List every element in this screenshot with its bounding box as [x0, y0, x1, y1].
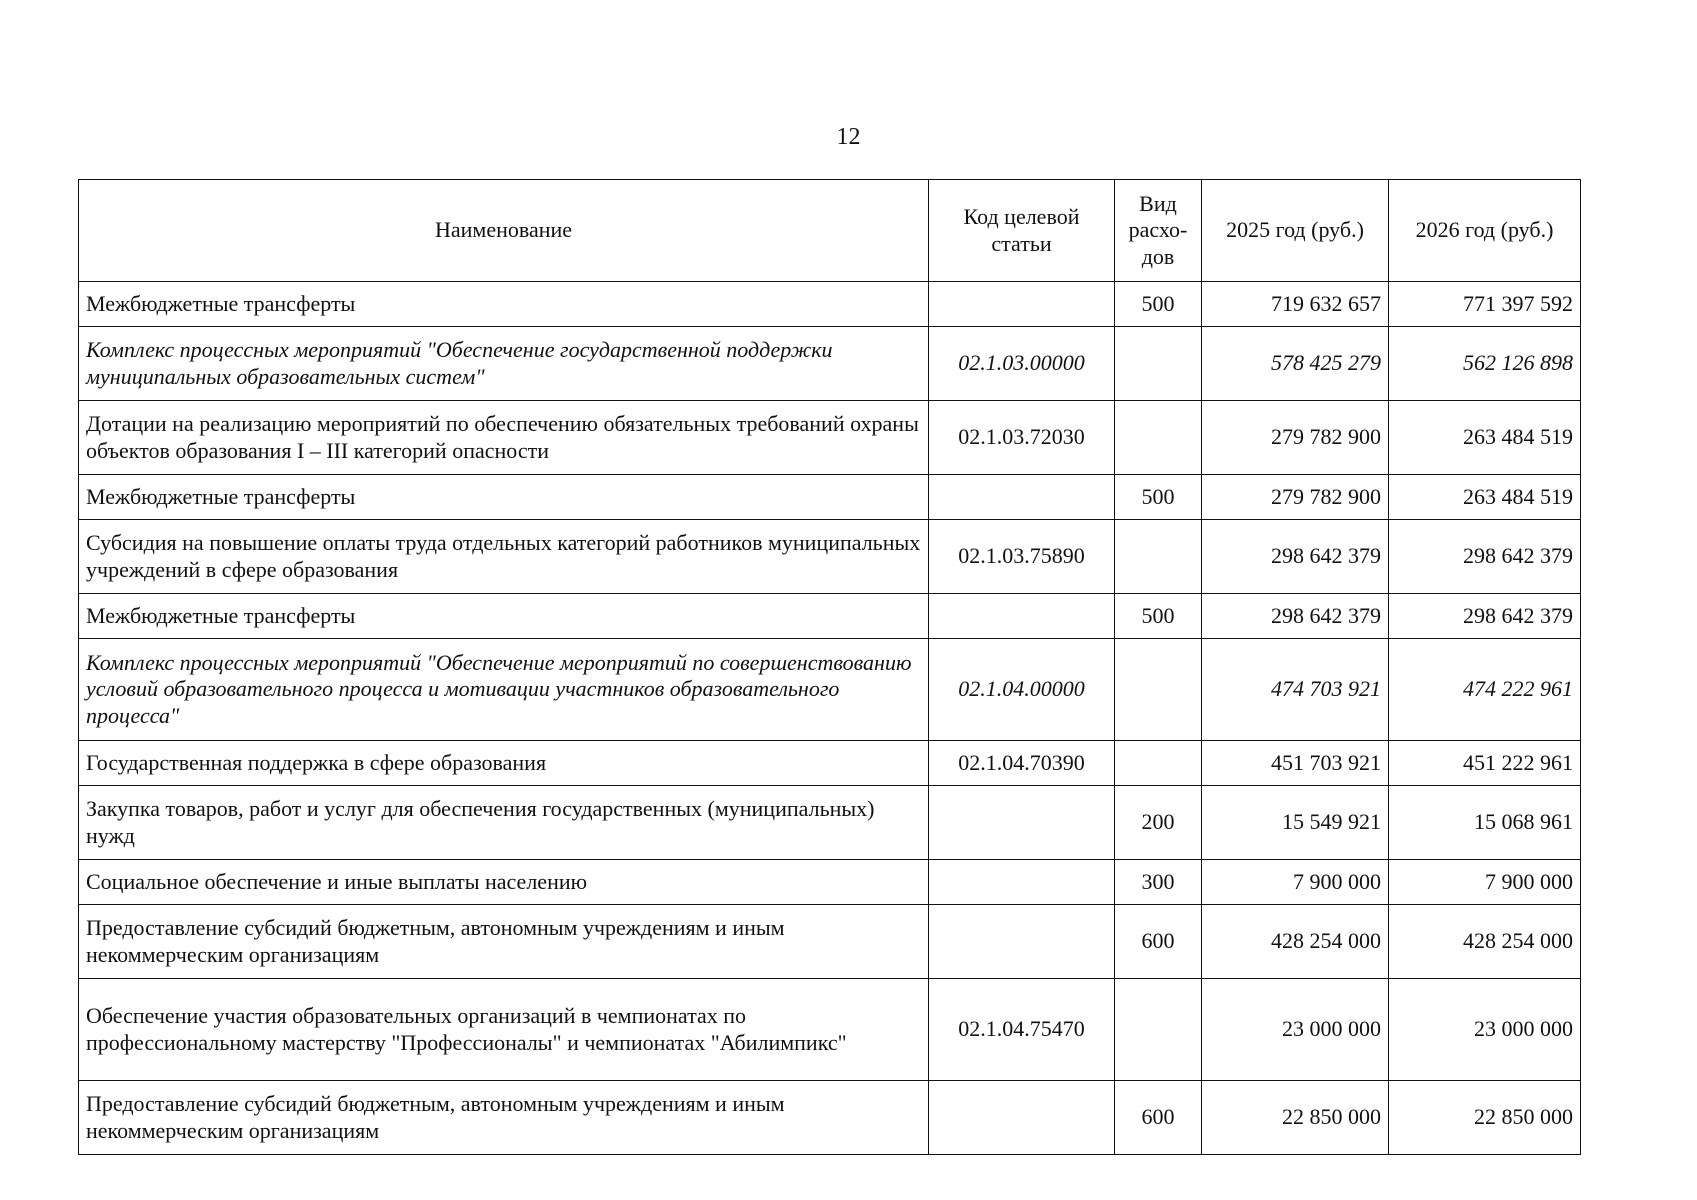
row-name: Предоставление субсидий бюджетным, автономным учреждениям и иным некоммерческим организациям	[79, 1081, 929, 1155]
row-code: 02.1.04.70390	[929, 741, 1115, 786]
table-row	[79, 979, 1581, 1081]
row-name: Социальное обеспечение и иные выплаты населению	[79, 860, 929, 905]
row-2025: 428 254 000	[1202, 905, 1389, 979]
row-2025: 22 850 000	[1202, 1081, 1389, 1155]
row-code	[929, 786, 1115, 860]
row-name: Межбюджетные трансферты	[79, 594, 929, 639]
row-type: 500	[1115, 282, 1202, 327]
table-row	[79, 475, 1581, 520]
row-name: Государственная поддержка в сфере образования	[79, 741, 929, 786]
header-code: Код целевой статьи	[929, 180, 1115, 282]
row-2026: 22 850 000	[1389, 1081, 1581, 1155]
table-row	[79, 401, 1581, 475]
row-2025: 298 642 379	[1202, 520, 1389, 594]
row-2025: 719 632 657	[1202, 282, 1389, 327]
row-2025: 7 900 000	[1202, 860, 1389, 905]
row-2025: 23 000 000	[1202, 979, 1389, 1081]
row-code: 02.1.03.72030	[929, 401, 1115, 475]
header-year-2025: 2025 год (руб.)	[1202, 180, 1389, 282]
table-row	[79, 282, 1581, 327]
page-number: 12	[836, 124, 861, 150]
row-code	[929, 860, 1115, 905]
table-row	[79, 327, 1581, 401]
row-type	[1115, 639, 1202, 741]
row-code: 02.1.03.00000	[929, 327, 1115, 401]
table-row	[79, 786, 1581, 860]
row-2025: 15 549 921	[1202, 786, 1389, 860]
table-row	[79, 1081, 1581, 1155]
row-2026: 263 484 519	[1389, 401, 1581, 475]
row-type: 300	[1115, 860, 1202, 905]
row-2026: 298 642 379	[1389, 520, 1581, 594]
table-row	[79, 520, 1581, 594]
row-2026: 562 126 898	[1389, 327, 1581, 401]
row-type: 500	[1115, 475, 1202, 520]
row-name: Межбюджетные трансферты	[79, 282, 929, 327]
row-2026: 263 484 519	[1389, 475, 1581, 520]
table-row	[79, 594, 1581, 639]
row-2026: 474 222 961	[1389, 639, 1581, 741]
table-row	[79, 860, 1581, 905]
row-2026: 7 900 000	[1389, 860, 1581, 905]
table-row	[79, 639, 1581, 741]
row-2026: 451 222 961	[1389, 741, 1581, 786]
row-code: 02.1.04.00000	[929, 639, 1115, 741]
row-name: Комплекс процессных мероприятий "Обеспечение государственной поддержки муниципальных образовательных систем"	[79, 327, 929, 401]
row-type	[1115, 979, 1202, 1081]
budget-table	[78, 179, 1581, 1155]
row-2025: 298 642 379	[1202, 594, 1389, 639]
row-code	[929, 475, 1115, 520]
row-name: Комплекс процессных мероприятий "Обеспечение мероприятий по совершенствованию условий образовательного процесса и мотивации участников образовательного процесса"	[79, 639, 929, 741]
row-type	[1115, 401, 1202, 475]
row-2025: 279 782 900	[1202, 401, 1389, 475]
row-code: 02.1.03.75890	[929, 520, 1115, 594]
header-type: Вид расхо-дов	[1115, 180, 1202, 282]
row-name: Закупка товаров, работ и услуг для обеспечения государственных (муниципальных) нужд	[79, 786, 929, 860]
row-name: Предоставление субсидий бюджетным, автономным учреждениям и иным некоммерческим организациям	[79, 905, 929, 979]
row-code	[929, 594, 1115, 639]
row-code	[929, 905, 1115, 979]
header-name: Наименование	[79, 180, 929, 282]
row-code	[929, 1081, 1115, 1155]
row-code	[929, 282, 1115, 327]
row-type: 200	[1115, 786, 1202, 860]
row-name: Обеспечение участия образовательных организаций в чемпионатах по профессиональному мастерству "Профессионалы" и чемпионатах "Абилимпикс"	[79, 979, 929, 1081]
table-header-row	[79, 180, 1581, 282]
row-type: 600	[1115, 1081, 1202, 1155]
row-name: Межбюджетные трансферты	[79, 475, 929, 520]
row-2026: 428 254 000	[1389, 905, 1581, 979]
row-2025: 578 425 279	[1202, 327, 1389, 401]
row-2026: 771 397 592	[1389, 282, 1581, 327]
row-2025: 474 703 921	[1202, 639, 1389, 741]
header-year-2026: 2026 год (руб.)	[1389, 180, 1581, 282]
row-type: 600	[1115, 905, 1202, 979]
table-row	[79, 905, 1581, 979]
row-2026: 15 068 961	[1389, 786, 1581, 860]
table-row	[79, 741, 1581, 786]
row-name: Субсидия на повышение оплаты труда отдельных категорий работников муниципальных учреждений в сфере образования	[79, 520, 929, 594]
row-type	[1115, 327, 1202, 401]
row-2026: 23 000 000	[1389, 979, 1581, 1081]
row-name: Дотации на реализацию мероприятий по обеспечению обязательных требований охраны объектов образования I – III категорий опасности	[79, 401, 929, 475]
row-code: 02.1.04.75470	[929, 979, 1115, 1081]
row-2026: 298 642 379	[1389, 594, 1581, 639]
row-type	[1115, 741, 1202, 786]
row-type: 500	[1115, 594, 1202, 639]
row-2025: 279 782 900	[1202, 475, 1389, 520]
row-2025: 451 703 921	[1202, 741, 1389, 786]
row-type	[1115, 520, 1202, 594]
